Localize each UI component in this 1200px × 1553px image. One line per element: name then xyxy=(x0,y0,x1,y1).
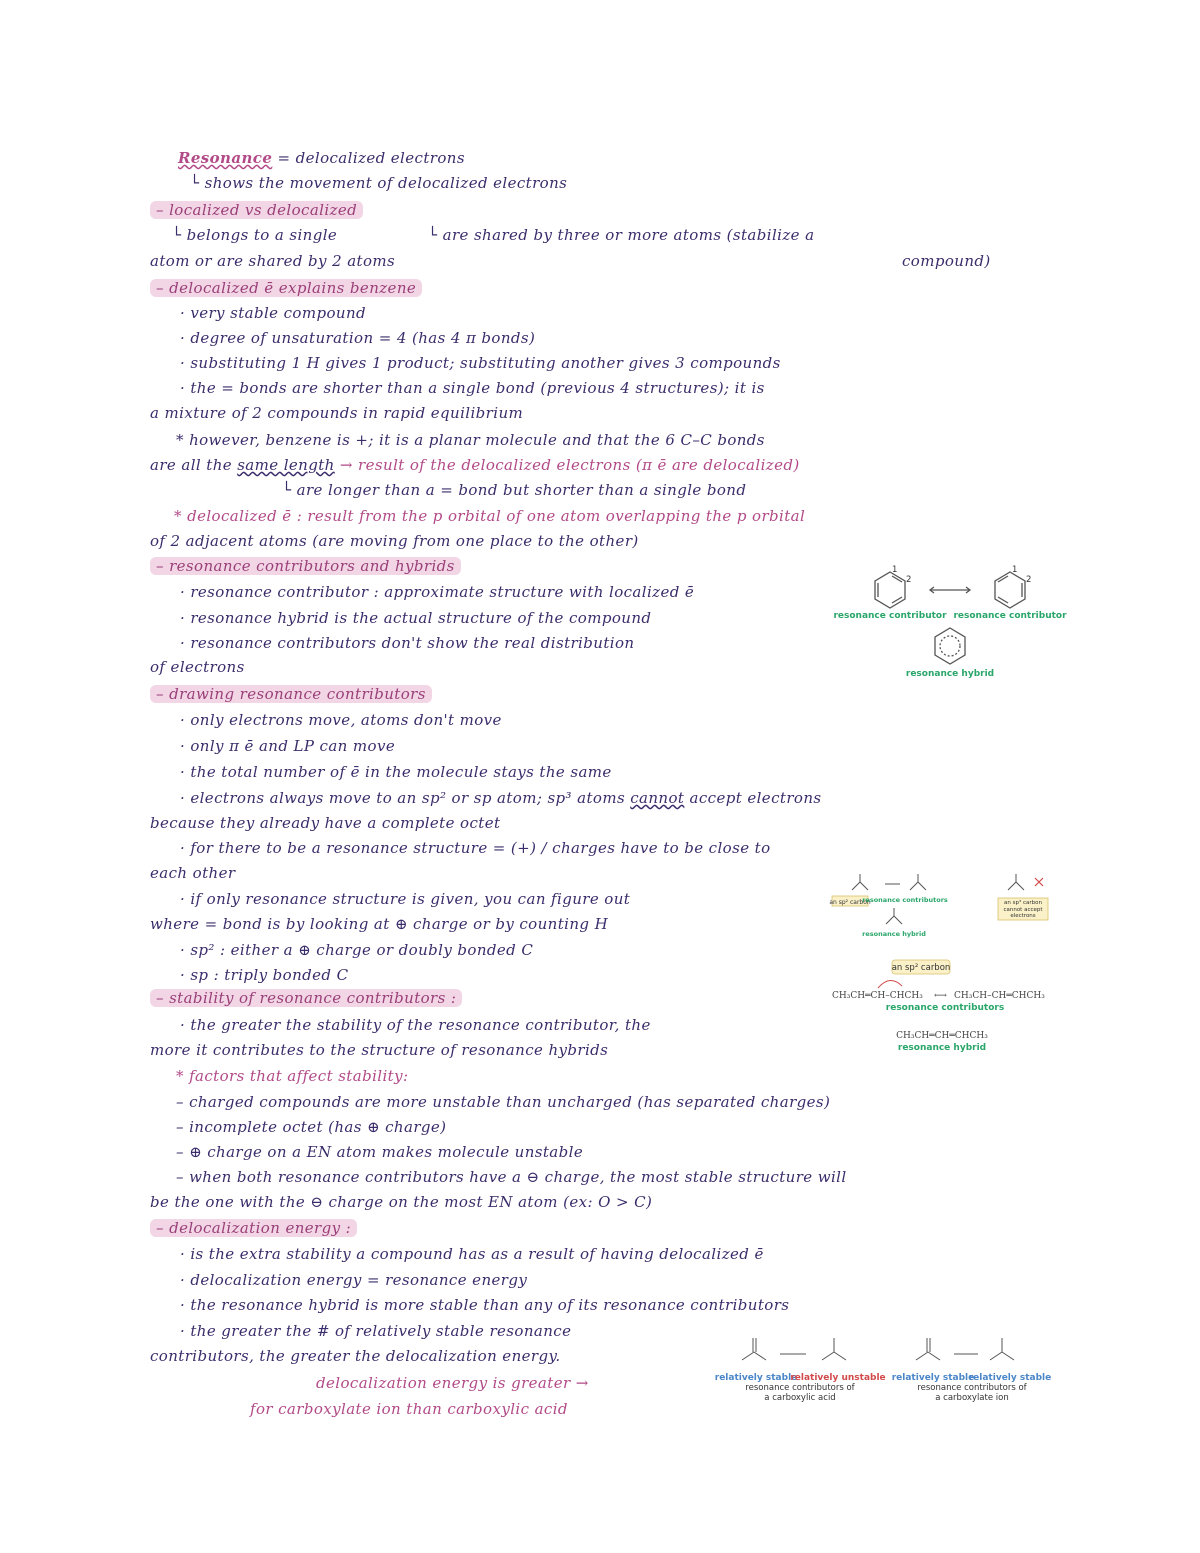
ion-caption: resonance contributors of xyxy=(917,1383,1027,1393)
heading-highlight: – stability of resonance contributors : xyxy=(150,989,462,1007)
note-heading xyxy=(150,556,461,576)
note-line: – ⊕ charge on a EN atom makes molecule unstable xyxy=(176,1143,584,1161)
note-line: each other xyxy=(150,864,236,882)
note-text-pink: * delocalized ē : result from the p orbital of one atom overlapping the p orbital xyxy=(174,507,806,525)
heading-highlight: – delocalized ē explains benzene xyxy=(150,279,422,297)
note-heading xyxy=(150,988,462,1008)
note-line: · the = bonds are shorter than a single bond (previous 4 structures); it is xyxy=(180,379,765,397)
contributor-caption: resonance contributor xyxy=(833,611,947,621)
note-line: · if only resonance structure is given, you can figure out xyxy=(180,890,631,908)
note-line: · only electrons move, atoms don't move xyxy=(180,711,502,729)
note-line: · sp² : either a ⊕ charge or doubly bonded C xyxy=(180,941,534,959)
allyl-figure xyxy=(830,868,1060,948)
heading-highlight: – resonance contributors and hybrids xyxy=(150,557,461,575)
atom-number: 2 xyxy=(1026,575,1032,585)
benzene-figure xyxy=(830,562,1070,682)
note-line: – charged compounds are more unstable than uncharged (has separated charges) xyxy=(176,1093,831,1111)
note-text-pink: → result of the delocalized electrons (π ē are delocalized) xyxy=(339,456,800,474)
heading-highlight: – drawing resonance contributors xyxy=(150,685,432,703)
note-line: · resonance contributors don't show the real distribution xyxy=(180,634,635,652)
sp2-tag: an sp² carbon xyxy=(891,963,951,973)
left-structure: CH₃CH═CH–CHCH₃ xyxy=(832,991,923,1001)
hybrid-caption: resonance hybrid xyxy=(862,930,926,938)
page-title: Resonance xyxy=(178,149,273,167)
note-line: compound) xyxy=(902,252,991,270)
atom-number: 2 xyxy=(906,575,912,585)
note-line: where = bond is by looking at ⊕ charge or by counting H xyxy=(150,915,609,933)
benzene-ring-1 xyxy=(875,572,905,608)
note-line: atom or are shared by 2 atoms xyxy=(150,252,396,270)
contributor-caption: resonance contributor xyxy=(953,611,1067,621)
ion-caption: a carboxylate ion xyxy=(935,1393,1009,1403)
note-line: – when both resonance contributors have a ⊖ charge, the most stable structure will xyxy=(176,1168,847,1186)
cannot-accept-tag: an sp³ carbon cannot accept electrons xyxy=(1003,900,1043,919)
note-line: · resonance hybrid is the actual structure of the compound xyxy=(180,609,652,627)
note-text: are all the xyxy=(150,456,233,474)
heading-highlight: – localized vs delocalized xyxy=(150,201,363,219)
contributors-caption: resonance contributors xyxy=(885,1003,1005,1013)
carboxyl-figure xyxy=(714,1326,1058,1406)
note-heading xyxy=(150,200,363,220)
stable-label: relatively stable xyxy=(891,1373,975,1383)
note-line: · the total number of ē in the molecule stays the same xyxy=(180,763,612,781)
note-line: └ are longer than a = bond but shorter than a single bond xyxy=(282,481,747,499)
acid-caption: resonance contributors of xyxy=(745,1383,855,1393)
note-line: · degree of unsaturation = 4 (has 4 π bonds) xyxy=(180,329,536,347)
note-line: · the resonance hybrid is more stable than any of its resonance contributors xyxy=(180,1296,790,1314)
title-definition: = delocalized electrons xyxy=(277,149,465,167)
note-line: · sp : triply bonded C xyxy=(180,966,349,984)
hybrid-structure: CH₃CH═CH═CHCH₃ xyxy=(896,1031,988,1041)
acid-caption: a carboxylic acid xyxy=(764,1393,836,1403)
note-line: └ belongs to a single xyxy=(172,226,338,244)
right-structure: CH₃CH–CH═CHCH₃ xyxy=(954,991,1045,1001)
title-line xyxy=(178,148,465,168)
sp2-tag: an sp² carbon xyxy=(829,899,871,906)
note-heading-pink: * factors that affect stability: xyxy=(176,1067,409,1085)
note-line: · resonance contributor : approximate structure with localized ē xyxy=(180,583,695,601)
note-line: contributors, the greater the delocalization energy. xyxy=(150,1347,561,1365)
hybrid-caption: resonance hybrid xyxy=(905,669,995,679)
note-line-pink: delocalization energy is greater → xyxy=(316,1374,589,1392)
note-line: be the one with the ⊖ charge on the most EN atom (ex: O > C) xyxy=(150,1193,653,1211)
hybrid-caption: resonance hybrid xyxy=(897,1043,987,1053)
note-line xyxy=(150,455,800,475)
note-line: * however, benzene is +; it is a planar molecule and that the 6 C–C bonds xyxy=(176,431,765,449)
note-line: of 2 adjacent atoms (are moving from one place to the other) xyxy=(150,532,639,550)
note-underlined: same length xyxy=(237,456,335,474)
note-underlined: cannot xyxy=(630,789,685,807)
note-line: └ shows the movement of delocalized electrons xyxy=(190,174,568,192)
note-heading xyxy=(150,278,422,298)
atom-number: 1 xyxy=(1012,565,1018,575)
contributors-caption: resonance contributors xyxy=(862,896,948,904)
note-line xyxy=(174,506,805,526)
note-line: more it contributes to the structure of resonance hybrids xyxy=(150,1041,609,1059)
note-line: a mixture of 2 compounds in rapid equilibrium xyxy=(150,404,524,422)
note-line: └ are shared by three or more atoms (stabilize a xyxy=(428,226,815,244)
note-line: · for there to be a resonance structure = (+) / charges have to be close to xyxy=(180,839,771,857)
note-text: accept electrons xyxy=(689,789,822,807)
note-line: · very stable compound xyxy=(180,304,367,322)
unstable-label: relatively unstable xyxy=(790,1373,886,1383)
note-line: – incomplete octet (has ⊕ charge) xyxy=(176,1118,447,1136)
pentadienyl-figure xyxy=(830,958,1060,1058)
note-line xyxy=(180,788,821,808)
note-line: · substituting 1 H gives 1 product; substituting another gives 3 compounds xyxy=(180,354,781,372)
benzene-ring-2 xyxy=(995,572,1025,608)
stable-label: relatively stable xyxy=(968,1373,1052,1383)
note-heading xyxy=(150,1218,357,1238)
resonance-arrow: ⟷ xyxy=(934,991,947,1001)
note-line: · only π ē and LP can move xyxy=(180,737,396,755)
note-line: of electrons xyxy=(150,658,245,676)
atom-number: 1 xyxy=(892,565,898,575)
heading-highlight: – delocalization energy : xyxy=(150,1219,357,1237)
note-line: · the greater the stability of the resonance contributor, the xyxy=(180,1016,651,1034)
stable-label: relatively stable xyxy=(714,1373,798,1383)
note-heading xyxy=(150,684,432,704)
note-line: · is the extra stability a compound has as a result of having delocalized ē xyxy=(180,1245,764,1263)
note-line: · the greater the # of relatively stable resonance xyxy=(180,1322,572,1340)
note-text: · electrons always move to an sp² or sp atom; sp³ atoms xyxy=(180,789,626,807)
note-line: because they already have a complete octet xyxy=(150,814,501,832)
note-line-pink: for carboxylate ion than carboxylic acid xyxy=(250,1400,568,1418)
note-line: · delocalization energy = resonance energy xyxy=(180,1271,528,1289)
